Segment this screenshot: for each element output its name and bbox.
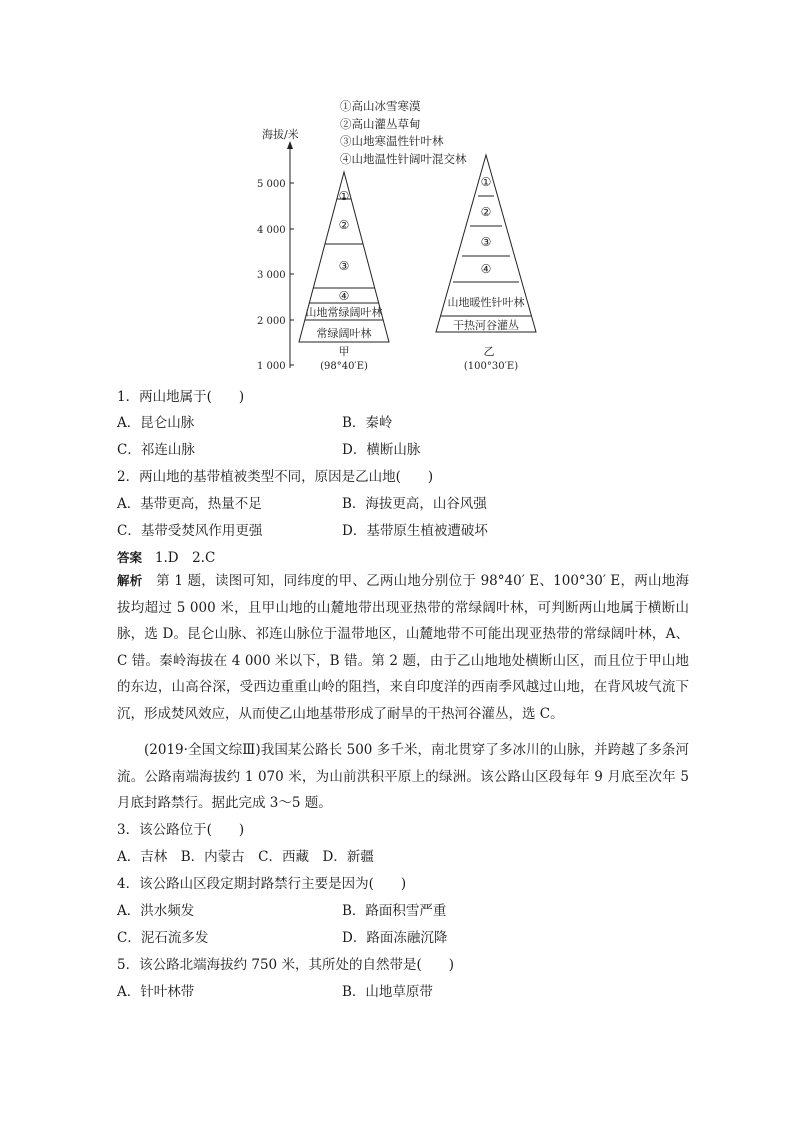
- legend-item: ④山地温性针阔叶混交林: [340, 151, 467, 166]
- analysis-paragraph: [117, 568, 689, 727]
- zone-2-label: ②: [480, 205, 492, 219]
- zone-2-label: ②: [338, 218, 350, 232]
- legend-item: ①高山冰雪寒漠: [340, 99, 421, 113]
- question-1-option-c: C．祁连山脉: [117, 442, 195, 458]
- figure-svg: [0, 0, 794, 380]
- mountain-b-coord: (100°30′E): [463, 361, 519, 372]
- zone-3-label: ③: [338, 259, 350, 273]
- question-1-option-a: A．昆仑山脉: [117, 415, 195, 431]
- zone-6-label: 常绿阔叶林: [316, 327, 372, 340]
- question-4-option-d: D．路面冻融沉降: [342, 930, 448, 946]
- question-4-stem: 4．该公路山区段定期封路禁行主要是因为( ): [117, 876, 407, 892]
- question-3-options: A．吉林 B．内蒙古 C．西藏 D．新疆: [117, 849, 374, 865]
- zone-3-label: ③: [480, 235, 492, 249]
- answer-text: 1.D 2.C: [154, 550, 216, 566]
- zone-5-label: 山地常绿阔叶林: [305, 306, 383, 319]
- question-4-option-a: A．洪水频发: [117, 903, 195, 919]
- y-axis-label: 海拔/米: [262, 128, 299, 141]
- tick-label: 3 000: [257, 270, 286, 281]
- figure-legend: [340, 98, 467, 168]
- y-axis-arrow: [287, 141, 293, 149]
- zone-6-label: 干热河谷灌丛: [453, 319, 519, 332]
- question-2-stem: 2．两山地的基带植被类型不同，原因是乙山地( ): [117, 469, 434, 485]
- tick-label: 4 000: [257, 225, 286, 236]
- legend-item: ②高山灌丛草甸: [340, 116, 421, 131]
- question-4-option-c: C．泥石流多发: [117, 930, 209, 946]
- question-5-option-b: B．山地草原带: [342, 984, 433, 1000]
- answer-label: 答案: [117, 550, 143, 565]
- mountain-a-coord: (98°40′E): [320, 361, 368, 372]
- mountain-b-name: 乙: [483, 345, 495, 358]
- question-2-option-a: A．基带更高，热量不足: [117, 496, 262, 512]
- tick-label: 2 000: [257, 316, 286, 327]
- question-1-stem: 1．两山地属于( ): [117, 389, 245, 405]
- question-3-stem: 3．该公路位于( ): [117, 822, 245, 838]
- zone-1-label: ①: [338, 189, 350, 203]
- question-1-option-d: D．横断山脉: [342, 442, 421, 458]
- mountain-b: [436, 155, 536, 372]
- question-2-option-b: B．海拔更高，山谷风强: [342, 496, 487, 512]
- passage-paragraph: (2019·全国文综Ⅲ)我国某公路长 500 多千米，南北贯穿了多冰川的山脉，并跨越了多条河流。公路南端海拔约 1 070 米，为山前洪积平原上的绿洲。该公路山区段每年 9 月底至次年 5 月底封路禁行。据此完成 3～5 题。: [117, 742, 689, 811]
- mountain-a-name: 甲: [338, 345, 350, 358]
- tick-label: 5 000: [257, 179, 286, 190]
- analysis-text: 第 1 题，读图可知，同纬度的甲、乙两山地分别位于 98°40′ E、100°30′ E，两山地海拔均超过 5 000 米，且甲山地的山麓地带出现亚热带的常绿阔叶林，可判断两山地属于横断山脉，选 D。昆仑山脉、祁连山脉位于温带地区，山麓地带不可能出现亚热带的常绿阔叶林，A、C 错。秦岭海拔在 4 000 米以下，B 错。第 2 题，由于乙山地地处横断山区，而且位于甲山地的东边，山高谷深，受西边重重山岭的阻挡，来自印度洋的西南季风越过山地，在背风坡气流下沉，形成焚风效应，从而使乙山地基带形成了耐旱的干热河谷灌丛，选 C。: [117, 573, 689, 722]
- question-5-option-a: A．针叶林带: [117, 984, 195, 1000]
- mountain-a: [299, 172, 389, 372]
- vertical-zonation-figure: [0, 0, 794, 380]
- question-5-stem: 5．该公路北端海拔约 750 米，其所处的自然带是( ): [117, 957, 454, 973]
- analysis-label: 解析: [117, 573, 143, 588]
- question-2-option-d: D．基带原生植被遭破坏: [342, 523, 488, 539]
- legend-item: ③山地寒温性针叶林: [340, 134, 444, 148]
- zone-5-label: 山地暖性针叶林: [447, 296, 525, 309]
- answer-line: [117, 546, 215, 566]
- zone-1-label: ①: [480, 175, 492, 189]
- tick-label: 1 000: [257, 361, 286, 372]
- zone-4-label: ④: [480, 262, 492, 276]
- question-4-option-b: B．路面积雪严重: [342, 903, 447, 919]
- zone-4-label: ④: [338, 289, 350, 303]
- question-2-option-c: C．基带受焚风作用更强: [117, 523, 263, 539]
- question-1-option-b: B．秦岭: [342, 415, 393, 431]
